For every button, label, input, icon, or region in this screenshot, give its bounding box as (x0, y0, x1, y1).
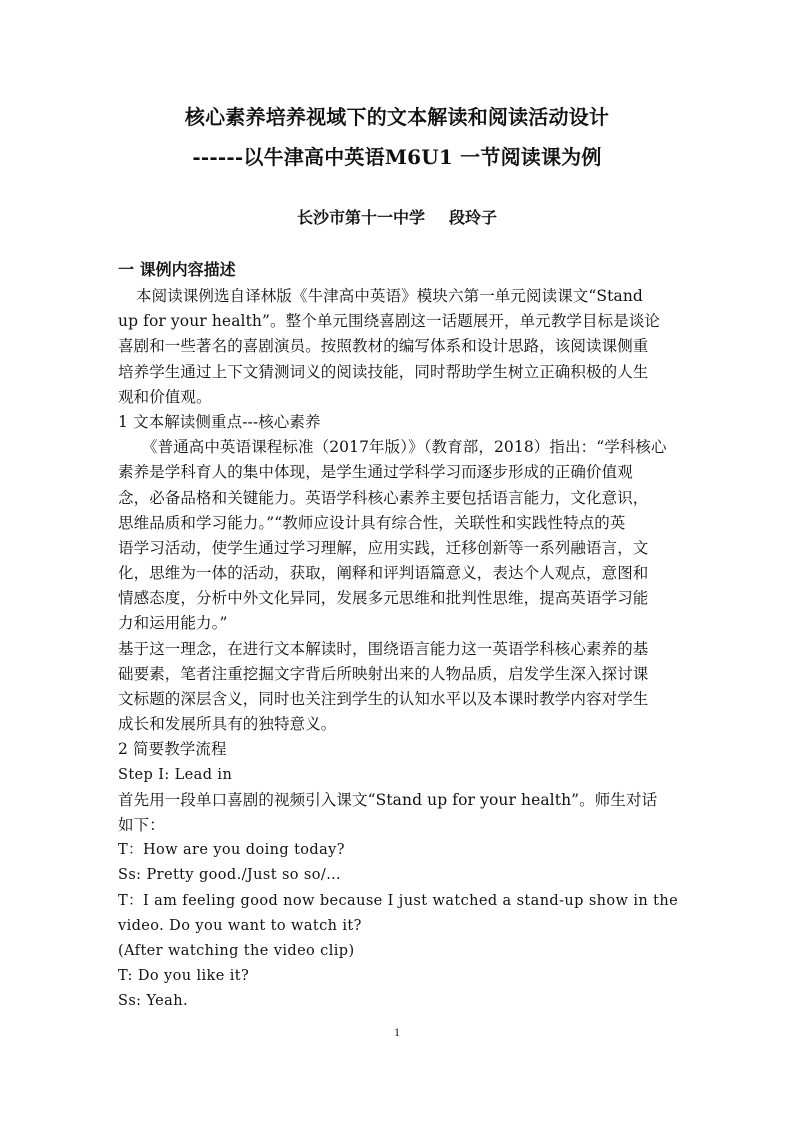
text-line: 化，思维为一体的活动，获取，阐释和评判语篇意义，表达个人观点，意图和 (118, 564, 649, 583)
text-line: 语学习活动，使学生通过学习理解，应用实践，迁移创新等一系列融语言，文 (118, 538, 649, 557)
page-number: 1 (394, 1025, 400, 1039)
text-line: 首先用一段单口喜剧的视频引入课文“Stand up for your health”。师生对话 (118, 790, 658, 809)
document-title: 核心素养培养视域下的文本解读和阅读活动设计 (184, 105, 610, 129)
text-line: 喜剧和一些著名的喜剧演员。按照教材的编写体系和设计思路，该阅读课侧重 (118, 337, 649, 356)
text-line: up for your health”。整个单元围绕喜剧这一话题展开，单元教学目标是谈论 (118, 312, 661, 331)
dialogue-line: Ss: Yeah. (118, 993, 188, 1010)
step-heading: Step I: Lead in (118, 766, 233, 783)
text-line: 文标题的深层含义，同时也关注到学生的认知水平以及本课时教学内容对学生 (118, 690, 649, 708)
text-line: 素养是学科育人的集中体现，是学生通过学科学习而逐步形成的正确价值观 (118, 463, 633, 482)
section-heading-1: 一 课例内容描述 (118, 260, 236, 279)
subheading-1: 1 文本解读侧重点---核心素养 (118, 412, 321, 431)
text-line: 念，必备品格和关键能力。英语学科核心素养主要包括语言能力，文化意识， (118, 488, 649, 507)
subheading-2: 2 简要教学流程 (118, 740, 227, 759)
text-line: 培养学生通过上下文猜测词义的阅读技能，同时帮助学生树立正确积极的人生 (118, 362, 649, 381)
author-school: 长沙市第十一中学 (296, 208, 425, 227)
dialogue-line: T：How are you doing today? (118, 842, 345, 859)
dialogue-line: video. Do you want to watch it? (118, 917, 362, 934)
dialogue-line: T：I am feeling good now because I just watched a stand-up show in the (118, 892, 679, 909)
document-body (118, 284, 678, 1014)
text-line: 成长和发展所具有的独特意义。 (118, 715, 337, 734)
text-line: 基于这一理念，在进行文本解读时，围绕语言能力这一英语学科核心素养的基 (118, 639, 649, 658)
text-line: 础要素，笔者注重挖掘文字背后所映射出来的人物品质，启发学生深入探讨课 (118, 664, 649, 683)
dialogue-line: (After watching the video clip) (118, 942, 355, 959)
dialogue-line: Ss: Pretty good./Just so so/… (118, 867, 342, 884)
dialogue-line: T: Do you like it? (118, 968, 250, 985)
text-line: 如下： (118, 815, 165, 834)
author-name: 段玲子 (449, 208, 498, 227)
text-line: 本阅读课例选自译林版《牛津高中英语》模块六第一单元阅读课文“Stand (136, 287, 643, 305)
text-line: 《普通高中英语课程标准（2017年版）》（教育部，2018）指出：“学科核心 (142, 438, 667, 457)
author-line (0, 207, 794, 229)
text-line: 力和运用能力。” (118, 614, 228, 633)
text-line: 情感态度，分析中外文化异同，发展多元思维和批判性思维，提高英语学习能 (118, 589, 649, 608)
document-subtitle: ------以牛津高中英语M6U1 一节阅读课为例 (192, 145, 602, 169)
text-line: 观和价值观。 (118, 387, 212, 406)
text-line: 思维品质和学习能力。”“教师应设计具有综合性，关联性和实践性特点的英 (118, 513, 626, 532)
